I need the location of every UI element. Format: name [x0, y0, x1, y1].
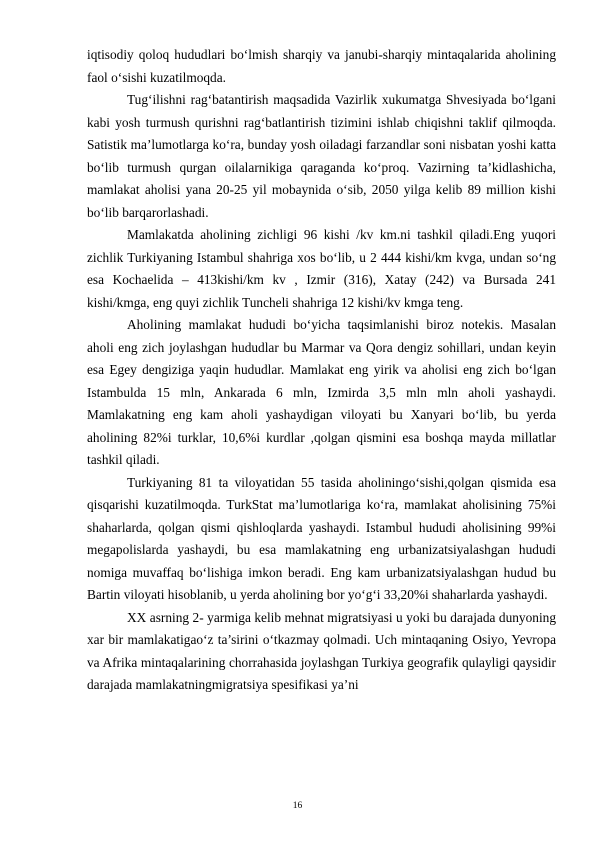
paragraph-population-distribution: Aholining mamlakat hududi bo‘yicha taqsimlanishi biroz notekis. Masalan aholi eng zich joylashgan hududlar bu Marmar va Qora dengiz sohillari, undan keyin esa Egey dengiziga yaqin hududlar. Mamlakat eng yirik va aholisi eng zich bo‘lgan Istambulda 15 mln, Ankarada 6 mln, Izmirda 3,5 mln mln aholi yashaydi. Mamlakatning eng kam aholi yashaydigan viloyati bu Xanyari bo‘lib, bu yerda aholining 82%i turklar, 10,6%i kurdlar ,qolgan qismini esa boshqa mayda millatlar tashkil qiladi.: [87, 317, 556, 467]
page-number: 16: [292, 801, 303, 811]
paragraph-population-density: Mamlakatda aholining zichligi 96 kishi /kv km.ni tashkil qiladi.Eng yuqori zichlik Turkiyaning Istambul shahriga xos bo‘lib, u 2 444 kishi/km kvga, undan so‘ng esa Kochaelida – 413kishi/km kv , Izmir (316), Xatay (242) va Bursada 241 kishi/kmga, eng quyi zichlik Tuncheli shahriga 12 kishi/kv kmga teng.: [87, 227, 556, 310]
paragraph-continuation: iqtisodiy qoloq hududlari bo‘lmish sharqiy va janubi-sharqiy mintaqalarida aholining faol o‘sishi kuzatilmoqda.: [87, 47, 556, 85]
paragraph-urbanization: Turkiyaning 81 ta viloyatidan 55 tasida aholiningo‘sishi,qolgan qismida esa qisqarishi kuzatilmoqda. TurkStat ma’lumotlariga ko‘ra, mamlakat aholisining 75%i shaharlarda, qolgan qismi qishloqlarda yashaydi. Istambul hududi aholisining 99%i megapolislarda yashaydi, bu esa mamlakatning eng urbanizatsiyalashgan hududi nomiga muvaffaq bo‘lishiga imkon beradi. Eng kam urbanizatsiyalashgan hudud bu Bartin viloyati hisoblanib, u yerda aholining bor yo‘g‘i 33,20%i shaharlarda yashaydi.: [87, 474, 556, 602]
document-body: [87, 44, 556, 697]
paragraph-labor-migration: XX asrning 2- yarmiga kelib mehnat migratsiyasi u yoki bu darajada dunyoning xar bir mamlakatigao‘z ta’sirini o‘tkazmay qolmadi. Uch mintaqaning Osiyo, Yevropa va Afrika mintaqalarining chorrahasida joylashgan Turkiya geografik qulayligi qaysidir darajada mamlakatningmigratsiya spesifikasi ya’ni: [87, 609, 556, 692]
paragraph-birth-incentives: Tug‘ilishni rag‘batantirish maqsadida Vazirlik xukumatga Shvesiyada bo‘lgani kabi yosh turmush qurishni rag‘batlantirish tizimini ishlab chiqishni taklif qilmoqda. Satistik ma’lumotlarga ko‘ra, bunday yosh oiladagi farzandlar soni nisbatan yoshi katta bo‘lib turmush qurgan oilalarnikiga qaraganda ko‘proq. Vazirning ta’kidlashicha, mamlakat aholisi yana 20-25 yil mobaynida o‘sib, 2050 yilga kelib 89 million kishi bo‘lib barqarorlashadi.: [87, 92, 556, 220]
